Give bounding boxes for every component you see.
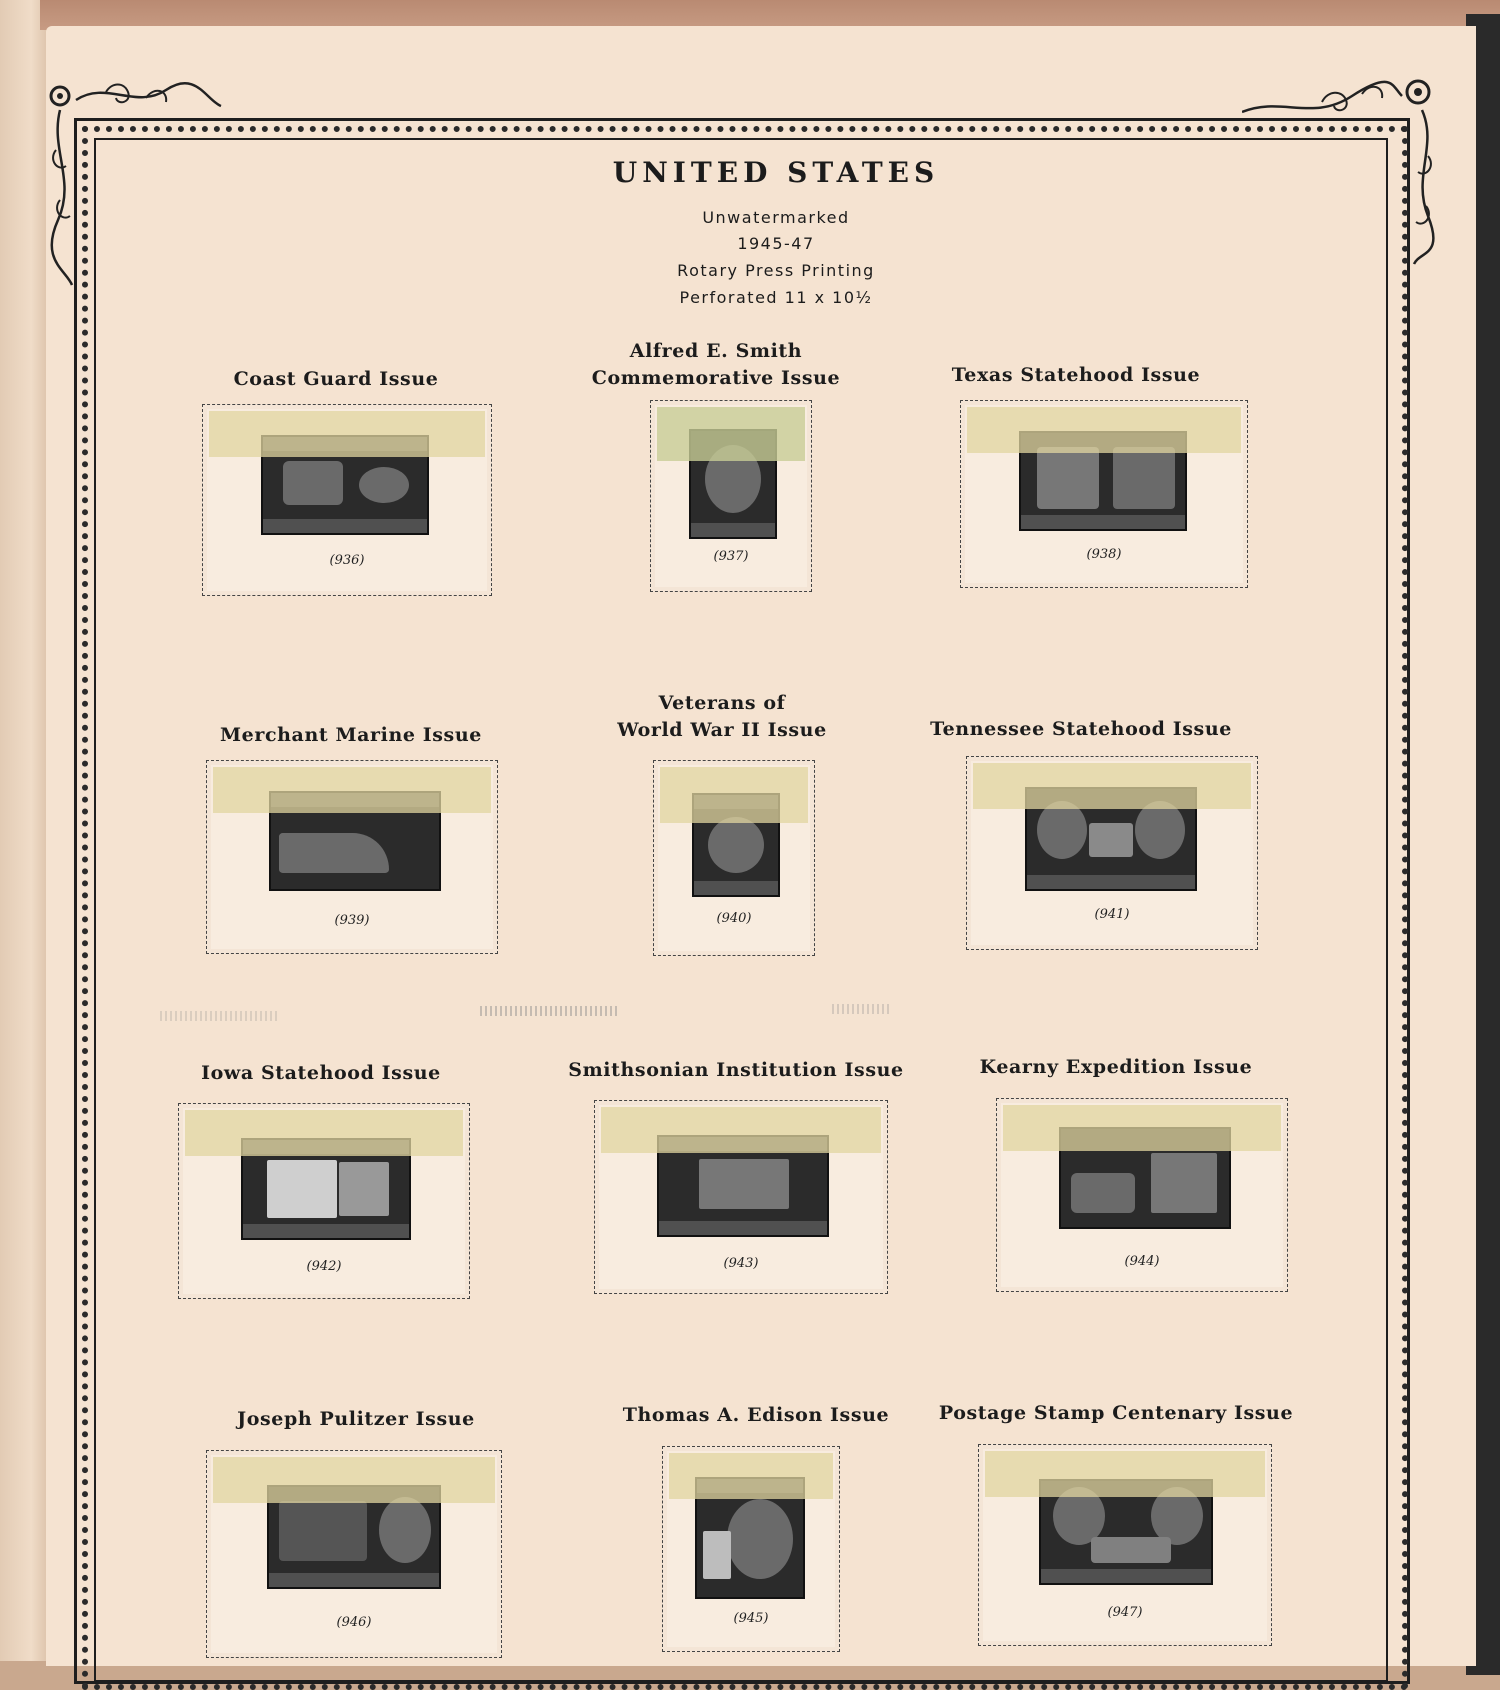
- issue-label-postage-centenary: Postage Stamp Centenary Issue: [938, 1402, 1294, 1424]
- stamp-hinge: [967, 407, 1241, 453]
- stamp-hinge: [985, 1451, 1265, 1497]
- stamp-space-texas-statehood[interactable]: [960, 400, 1248, 588]
- stamp-space-veterans-ww2[interactable]: [653, 760, 815, 956]
- stamp-hinge: [209, 411, 485, 457]
- stamp-space-alfred-smith[interactable]: [650, 400, 812, 592]
- stamp-space-postage-centenary[interactable]: [978, 1444, 1272, 1646]
- stamp-space-thomas-edison[interactable]: [662, 1446, 840, 1652]
- catalog-number: (936): [329, 553, 365, 568]
- stamp-hinge: [601, 1107, 881, 1153]
- catalog-number: (947): [1107, 1605, 1143, 1620]
- page-mark: [160, 1011, 280, 1021]
- catalog-number: (943): [723, 1256, 759, 1271]
- left-page-edge: [0, 0, 52, 1661]
- catalog-number: (937): [713, 549, 749, 564]
- issue-label-thomas-edison: Thomas A. Edison Issue: [622, 1404, 890, 1426]
- issue-label-kearny-expedition: Kearny Expedition Issue: [979, 1056, 1253, 1078]
- stamp-space-kearny-expedition[interactable]: [996, 1098, 1288, 1292]
- stamp-hinge: [660, 767, 808, 823]
- page-title: UNITED STATES: [612, 156, 940, 189]
- stamp-space-tennessee-statehood[interactable]: [966, 756, 1258, 950]
- catalog-number: (940): [716, 911, 752, 926]
- stamp-hinge: [973, 763, 1251, 809]
- issue-label-joseph-pulitzer: Joseph Pulitzer Issue: [237, 1408, 475, 1430]
- stamp-hinge: [185, 1110, 463, 1156]
- catalog-number: (938): [1086, 547, 1122, 562]
- catalog-number: (942): [306, 1259, 342, 1274]
- issue-label-iowa-statehood: Iowa Statehood Issue: [201, 1062, 441, 1084]
- stamp-hinge: [669, 1453, 833, 1499]
- issue-label-tennessee-statehood: Tennessee Statehood Issue: [930, 718, 1232, 740]
- stamp-space-smithsonian[interactable]: [594, 1100, 888, 1294]
- header-line-years: 1945-47: [737, 234, 815, 253]
- issue-label-texas-statehood: Texas Statehood Issue: [951, 364, 1201, 386]
- issue-label-alfred-smith: Alfred E. Smith Commemorative Issue: [591, 340, 841, 389]
- header-line-printing: Rotary Press Printing: [677, 261, 875, 280]
- stamp-space-coast-guard[interactable]: [202, 404, 492, 596]
- header-line-perforation: Perforated 11 x 10½: [679, 288, 873, 307]
- catalog-number: (944): [1124, 1254, 1160, 1269]
- album-page: [46, 26, 1476, 1666]
- stamp-hinge: [1003, 1105, 1281, 1151]
- header-line-watermark: Unwatermarked: [702, 208, 850, 227]
- issue-label-veterans-ww2: Veterans of World War II Issue: [617, 692, 827, 741]
- stamp-hinge: [657, 407, 805, 461]
- corner-ornament-left-icon: [46, 70, 226, 290]
- catalog-number: (945): [733, 1611, 769, 1626]
- page-mark: [480, 1006, 620, 1016]
- issue-label-coast-guard: Coast Guard Issue: [233, 368, 439, 390]
- catalog-number: (941): [1094, 907, 1130, 922]
- corner-ornament-right-icon: [1242, 66, 1442, 266]
- issue-label-merchant-marine: Merchant Marine Issue: [220, 724, 482, 746]
- stamp-space-iowa-statehood[interactable]: [178, 1103, 470, 1299]
- stamp-space-merchant-marine[interactable]: [206, 760, 498, 954]
- stamp-space-joseph-pulitzer[interactable]: [206, 1450, 502, 1658]
- stamp-hinge: [213, 767, 491, 813]
- catalog-number: (946): [336, 1615, 372, 1630]
- issue-label-smithsonian: Smithsonian Institution Issue: [568, 1059, 904, 1081]
- page-mark: [832, 1004, 892, 1014]
- catalog-number: (939): [334, 913, 370, 928]
- stamp-hinge: [213, 1457, 495, 1503]
